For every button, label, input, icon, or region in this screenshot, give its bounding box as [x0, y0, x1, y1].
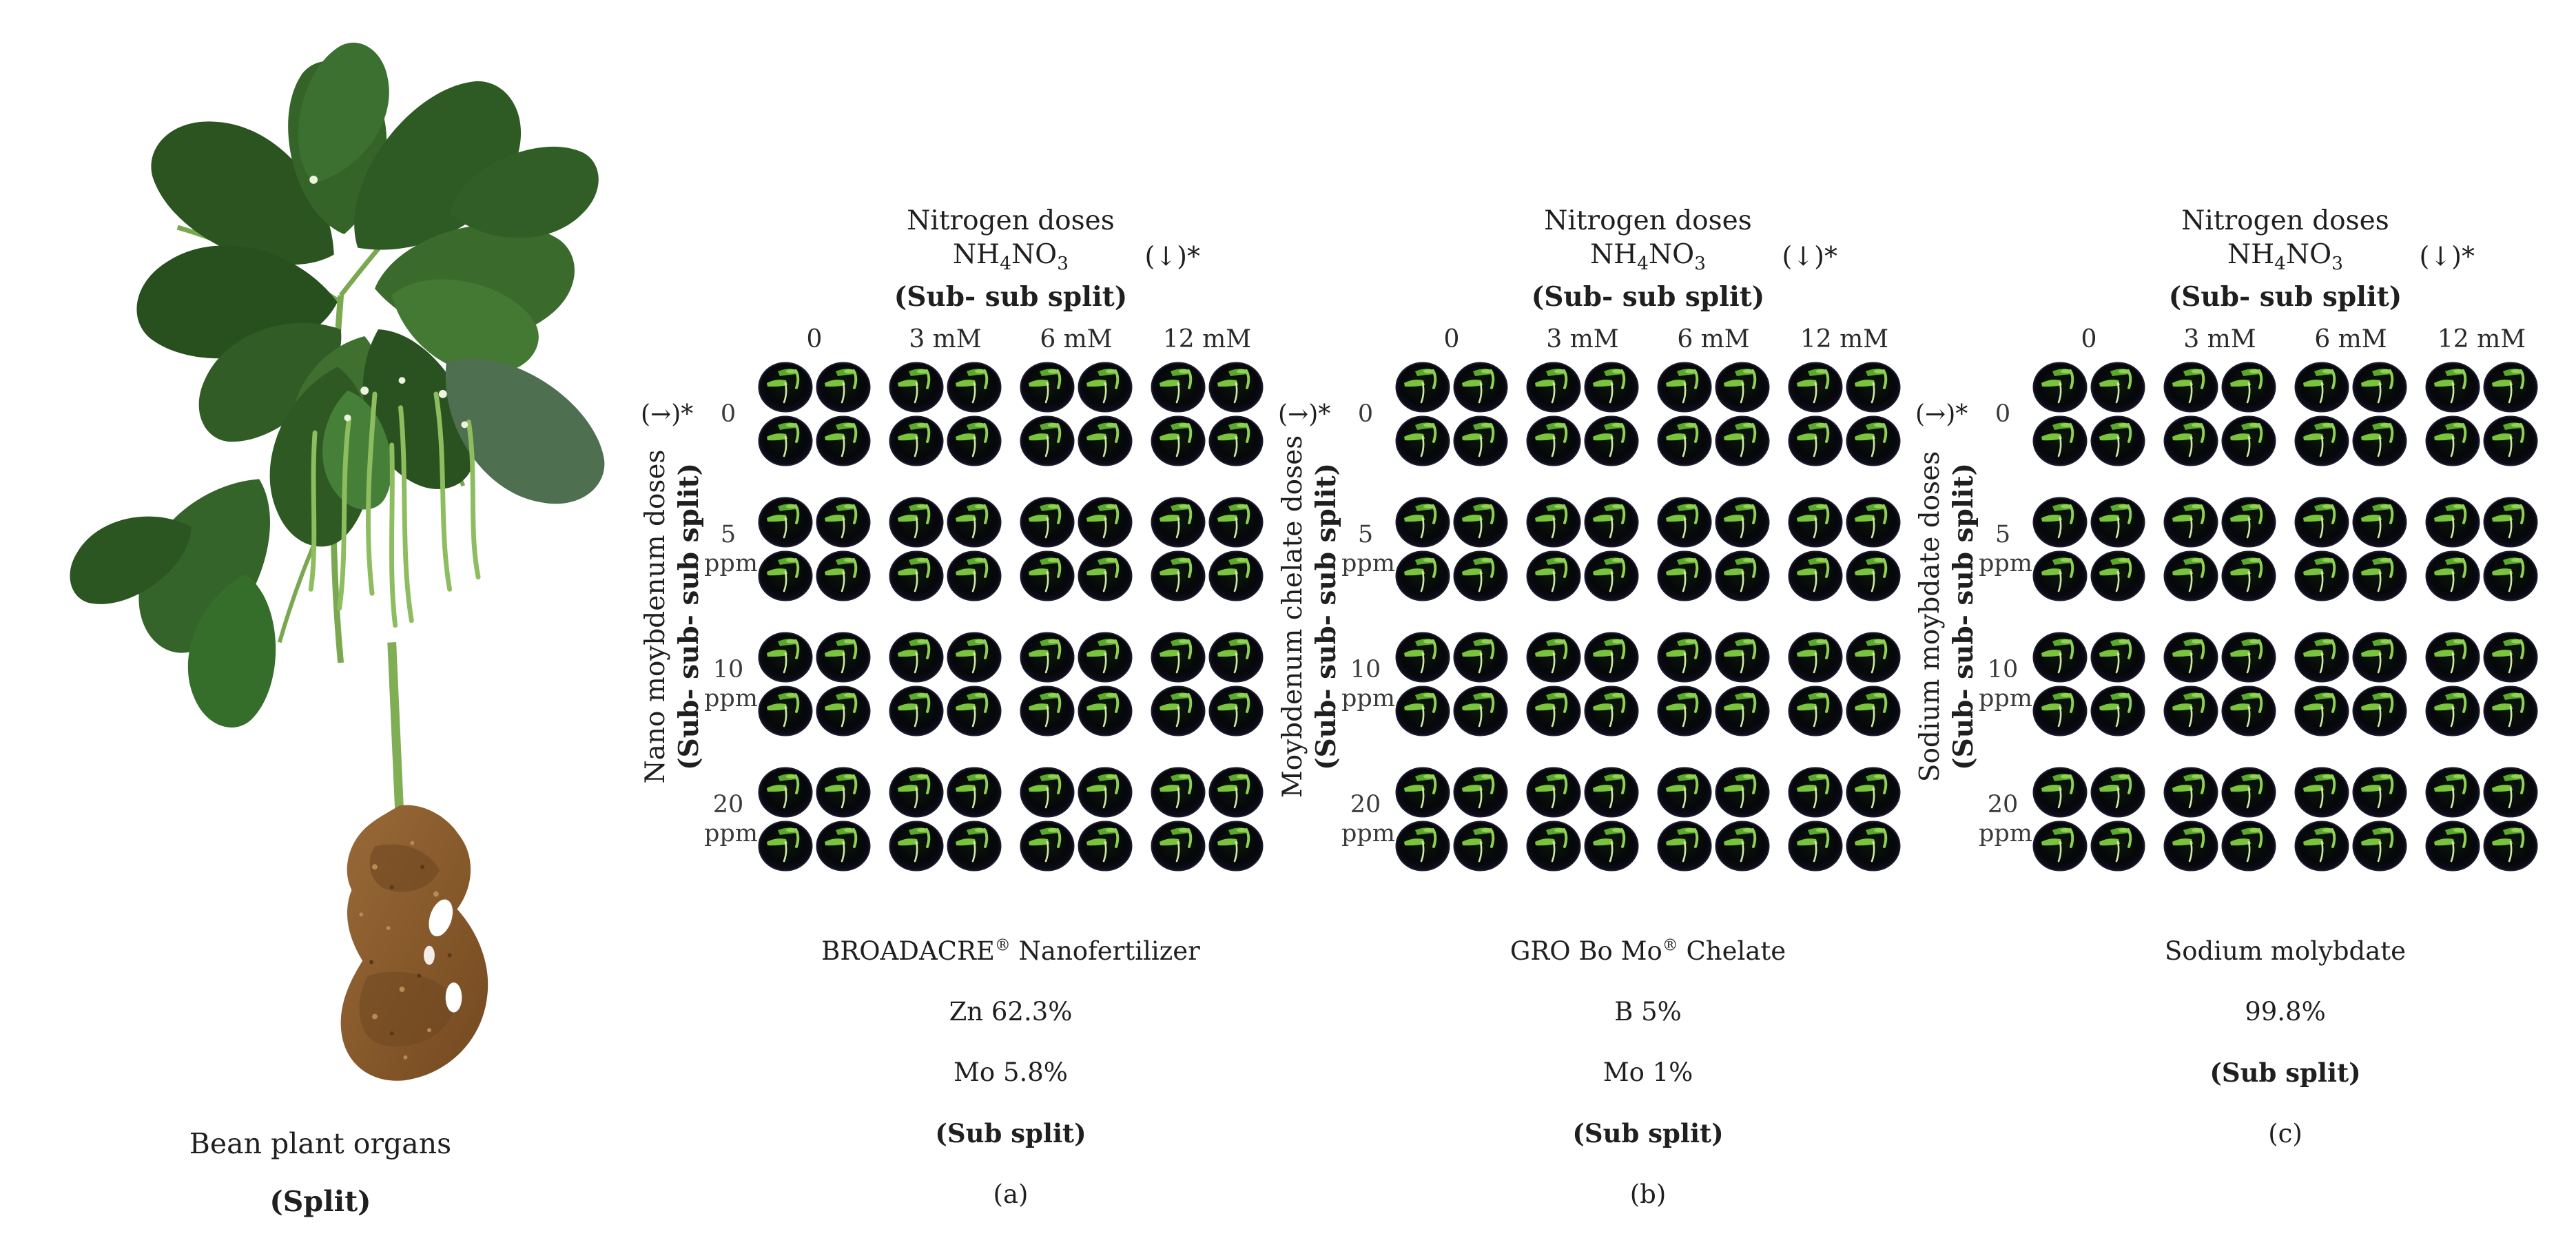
- treatment-cell-photos: [1151, 767, 1264, 872]
- treatment-cell-photos: [1151, 497, 1264, 601]
- composition-line-1: 99.8%: [2245, 996, 2326, 1027]
- dose-row: [704, 362, 1278, 466]
- dose-row: [704, 497, 1278, 601]
- treatment-cell-photos: [889, 497, 1002, 601]
- root-ball: [341, 805, 488, 1081]
- product-name: GRO Bo Mo® Chelate: [1509, 936, 1786, 966]
- row-dose-label: 20 ppm: [1341, 790, 1395, 847]
- treatment-cell-photos: [1395, 767, 1508, 872]
- treatment-cell-photos: [1526, 497, 1639, 601]
- panel-body: [1915, 362, 2553, 872]
- row-dose-label: 10 ppm: [704, 655, 758, 712]
- panel-letter: (b): [1629, 1179, 1667, 1209]
- bean-plant-photo: [17, 10, 624, 1098]
- foliage: [54, 32, 624, 731]
- row-dose-label: 0: [720, 400, 736, 428]
- molybdenum-axis-label: Moybdenum chelate doses (Sub- sub- sub split): [1277, 435, 1342, 798]
- panel-footer: [1395, 936, 1901, 1209]
- treatment-cell-photos: [889, 362, 1002, 466]
- row-dose-label: 5 ppm: [1979, 520, 2032, 577]
- nitrogen-formula: $NH_4NO_3$: [1590, 239, 1706, 274]
- panel-title: [758, 204, 1264, 314]
- panel-body: [641, 362, 1278, 872]
- panel-a: [641, 0, 1278, 1240]
- composition-line-2: Mo 1%: [1603, 1057, 1693, 1087]
- panel-body: [1278, 362, 1915, 872]
- panel-title: [2032, 204, 2538, 314]
- treatment-cell-photos: [2032, 632, 2145, 736]
- product-name: Sodium molybdate: [2164, 936, 2407, 966]
- col-header-12mm: 12 mM: [1800, 324, 1889, 353]
- treatment-cell-photos: [1788, 497, 1901, 601]
- treatment-cell-photos: [1020, 362, 1133, 466]
- treatment-cell-photos: [1020, 632, 1133, 736]
- treatment-grid: [704, 362, 1278, 872]
- row-dose-label: 5 ppm: [704, 520, 758, 577]
- treatment-cell-photos: [2425, 362, 2538, 466]
- treatment-cell-photos: [1395, 632, 1508, 736]
- dose-row: [1341, 632, 1915, 736]
- treatment-cell-photos: [2163, 362, 2276, 466]
- treatment-cell-photos: [2425, 767, 2538, 872]
- dose-row: [704, 632, 1278, 736]
- col-header-0: 0: [1443, 324, 1460, 353]
- treatment-cell-photos: [1657, 497, 1770, 601]
- row-dose-label: 0: [1995, 400, 2011, 428]
- nitrogen-column-headers: [1395, 325, 1901, 353]
- treatment-cell-photos: [1657, 362, 1770, 466]
- panel-b: [1278, 0, 1915, 1240]
- treatment-cell-photos: [1788, 632, 1901, 736]
- col-header-6mm: 6 mM: [2314, 324, 2387, 353]
- treatment-cell-photos: [1395, 497, 1508, 601]
- treatment-cell-photos: [2425, 632, 2538, 736]
- row-dose-label: 10 ppm: [1341, 655, 1395, 712]
- plant-caption: Bean plant organs: [189, 1127, 452, 1160]
- col-header-6mm: 6 mM: [1040, 324, 1113, 353]
- right-arrow-note: (→)*: [1915, 400, 1968, 429]
- dose-row: [1979, 767, 2553, 872]
- molybdenum-axis-label: Nano moybdenum doses (Sub- sub- sub split): [640, 449, 705, 784]
- row-dose-label: 10 ppm: [1979, 655, 2032, 712]
- sub-split-label: (Sub split): [1572, 1117, 1724, 1148]
- treatment-cell-photos: [1020, 767, 1133, 872]
- sub-split-label: (Sub split): [935, 1117, 1086, 1148]
- treatment-cell-photos: [2294, 767, 2407, 872]
- nitrogen-column-headers: [2032, 325, 2538, 353]
- treatment-cell-photos: [1151, 632, 1264, 736]
- nitrogen-formula: $NH_4NO_3$: [953, 239, 1069, 274]
- product-name: BROADACRE® Nanofertilizer: [821, 936, 1200, 966]
- panel-letter: (c): [2268, 1118, 2302, 1148]
- treatment-cell-photos: [1788, 767, 1901, 872]
- row-dose-label: 0: [1357, 400, 1374, 428]
- nitrogen-column-headers: [758, 325, 1264, 353]
- treatment-cell-photos: [1526, 362, 1639, 466]
- treatment-cell-photos: [1151, 362, 1264, 466]
- treatment-cell-photos: [1657, 632, 1770, 736]
- dose-row: [1979, 497, 2553, 601]
- dose-row: [704, 767, 1278, 872]
- treatment-cell-photos: [2425, 497, 2538, 601]
- treatment-cell-photos: [2163, 767, 2276, 872]
- main-stem: [392, 642, 400, 809]
- col-header-3mm: 3 mM: [2183, 324, 2256, 353]
- treatment-cell-photos: [2294, 632, 2407, 736]
- nitrogen-doses-title: Nitrogen doses: [2181, 205, 2389, 236]
- row-dose-label: 5 ppm: [1341, 520, 1395, 577]
- right-arrow-note: (→)*: [1278, 400, 1331, 429]
- dose-row: [1341, 767, 1915, 872]
- treatment-cell-photos: [1526, 767, 1639, 872]
- treatment-cell-photos: [758, 362, 871, 466]
- treatment-cell-photos: [2294, 362, 2407, 466]
- treatment-cell-photos: [758, 767, 871, 872]
- sub-sub-split-label: (Sub- sub split): [2168, 280, 2402, 313]
- treatment-cell-photos: [758, 497, 871, 601]
- treatment-cell-photos: [889, 632, 1002, 736]
- col-header-6mm: 6 mM: [1677, 324, 1750, 353]
- treatment-cell-photos: [1788, 362, 1901, 466]
- col-header-3mm: 3 mM: [909, 324, 982, 353]
- treatment-cell-photos: [1526, 632, 1639, 736]
- treatment-cell-photos: [1395, 362, 1508, 466]
- panel-c: [1915, 0, 2553, 1240]
- col-header-3mm: 3 mM: [1546, 324, 1619, 353]
- composition-line-1: Zn 62.3%: [949, 996, 1073, 1027]
- nitrogen-doses-title: Nitrogen doses: [907, 205, 1115, 236]
- treatment-cell-photos: [1657, 767, 1770, 872]
- treatment-cell-photos: [2163, 497, 2276, 601]
- sub-sub-split-label: (Sub- sub split): [1531, 280, 1765, 313]
- side-gutter: [641, 362, 704, 872]
- bean-plant-section: [0, 0, 641, 1240]
- panel-letter: (a): [993, 1179, 1029, 1209]
- right-arrow-note: (→)*: [641, 400, 694, 429]
- nitrogen-doses-title: Nitrogen doses: [1544, 205, 1752, 236]
- composition-line-1: B 5%: [1614, 996, 1682, 1027]
- sub-sub-split-label: (Sub- sub split): [894, 280, 1128, 313]
- split-label: (Split): [269, 1185, 371, 1218]
- panel-footer: [758, 936, 1264, 1209]
- treatment-cell-photos: [2032, 767, 2145, 872]
- treatment-grid: [1341, 362, 1915, 872]
- panel-footer: [2032, 936, 2538, 1148]
- side-gutter: [1278, 362, 1341, 872]
- col-header-12mm: 12 mM: [2437, 324, 2526, 353]
- treatment-cell-photos: [2032, 497, 2145, 601]
- col-header-0: 0: [806, 324, 823, 353]
- down-arrow-note: (↓)*: [1144, 241, 1200, 271]
- dose-row: [1341, 497, 1915, 601]
- col-header-12mm: 12 mM: [1162, 324, 1252, 353]
- col-header-0: 0: [2081, 324, 2097, 353]
- registered-mark: ®: [994, 936, 1011, 955]
- sub-split-label: (Sub split): [2209, 1057, 2361, 1088]
- dose-row: [1341, 362, 1915, 466]
- down-arrow-note: (↓)*: [1782, 241, 1837, 271]
- treatment-cell-photos: [2294, 497, 2407, 601]
- treatment-cell-photos: [1020, 497, 1133, 601]
- molybdenum-axis-label: Sodium moybdate doses (Sub- sub- sub split): [1915, 451, 1979, 783]
- side-gutter: [1915, 362, 1979, 872]
- treatment-cell-photos: [2032, 362, 2145, 466]
- row-dose-label: 20 ppm: [704, 790, 758, 847]
- dose-row: [1979, 632, 2553, 736]
- treatment-grid: [1979, 362, 2553, 872]
- nitrogen-formula: $NH_4NO_3$: [2227, 239, 2343, 274]
- row-dose-label: 20 ppm: [1979, 790, 2032, 847]
- treatment-cell-photos: [2163, 632, 2276, 736]
- down-arrow-note: (↓)*: [2419, 241, 2475, 271]
- panel-title: [1395, 204, 1901, 314]
- treatment-cell-photos: [889, 767, 1002, 872]
- registered-mark: ®: [1662, 936, 1678, 955]
- treatment-cell-photos: [758, 632, 871, 736]
- composition-line-2: Mo 5.8%: [954, 1057, 1068, 1087]
- dose-row: [1979, 362, 2553, 466]
